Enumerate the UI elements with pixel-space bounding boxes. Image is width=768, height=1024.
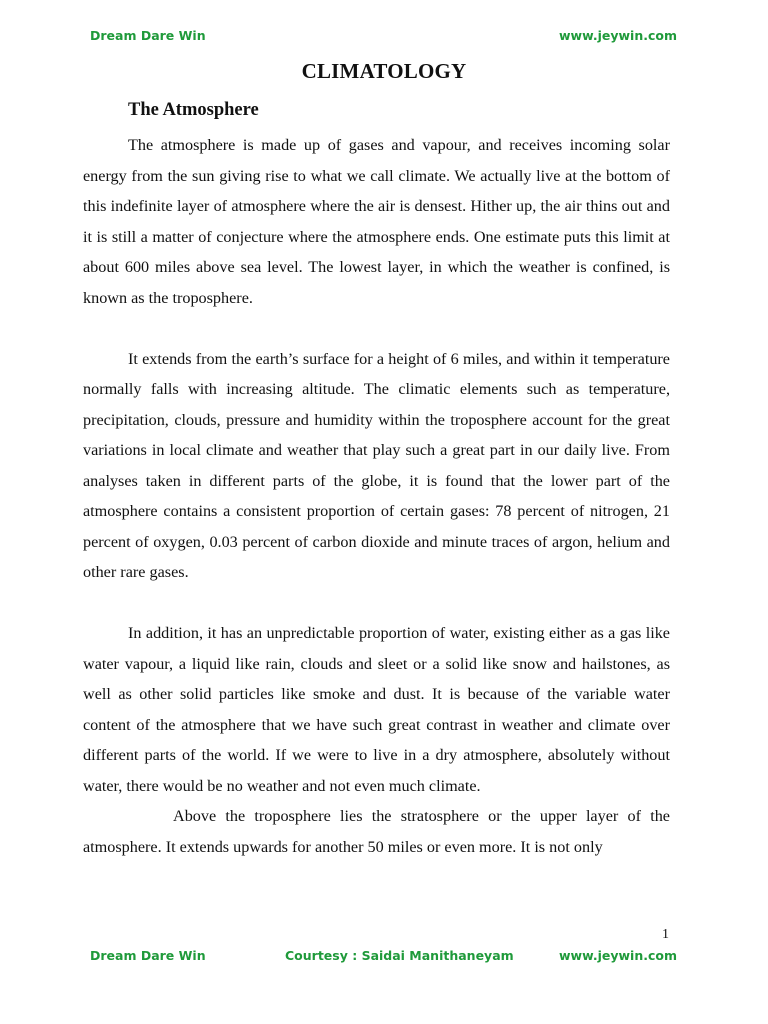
document-title: CLIMATOLOGY <box>301 59 467 83</box>
page-number: 1 <box>662 927 669 942</box>
header-brand: Dream Dare Win <box>90 28 206 43</box>
paragraph-4: Above the troposphere lies the stratosphere or the upper layer of the atmosphere. It extends upwards for another 50 miles or even more. It is not only <box>83 807 670 856</box>
paragraph-2: It extends from the earth’s surface for a height of 6 miles, and within it temperature normally falls with increasing altitude. The climatic elements such as temperature, precipitation, clouds, pressure and humidity within the troposphere account for the great variations in local climate and weather that play such a great part in our daily live. From analyses taken in different parts of the globe, it is found that the lower part of the atmosphere contains a consistent proportion of certain gases: 78 percent of nitrogen, 21 percent of oxygen, 0.03 percent of carbon dioxide and minute traces of argon, helium and other rare gases. <box>83 349 670 581</box>
paragraph-3: In addition, it has an unpredictable proportion of water, existing either as a gas like water vapour, a liquid like rain, clouds and sleet or a solid like snow and hailstones, as well as other solid particles like smoke and dust. It is because of the variable water content of the atmosphere that we have such great contrast in weather and climate over different parts of the world. If we were to live in a dry atmosphere, absolutely without water, there would be no weather and not even much climate. <box>83 624 670 795</box>
paragraph-1: The atmosphere is made up of gases and vapour, and receives incoming solar energy from the sun giving rise to what we call climate. We actually live at the bottom of this indefinite layer of atmosphere where the air is densest. Hither up, the air thins out and it is still a matter of conjecture where the atmosphere ends. One estimate puts this limit at about 600 miles above sea level. The lowest layer, in which the weather is confined, is known as the troposphere. <box>83 136 670 307</box>
document-body <box>83 130 670 862</box>
footer-courtesy: Courtesy : Saidai Manithaneyam <box>285 948 514 963</box>
footer-brand: Dream Dare Win <box>90 948 206 963</box>
section-heading: The Atmosphere <box>128 100 259 120</box>
page-header <box>0 28 768 48</box>
footer-website-link[interactable]: www.jeywin.com <box>558 948 677 963</box>
header-website-link[interactable]: www.jeywin.com <box>558 28 677 43</box>
page-footer <box>0 948 768 968</box>
